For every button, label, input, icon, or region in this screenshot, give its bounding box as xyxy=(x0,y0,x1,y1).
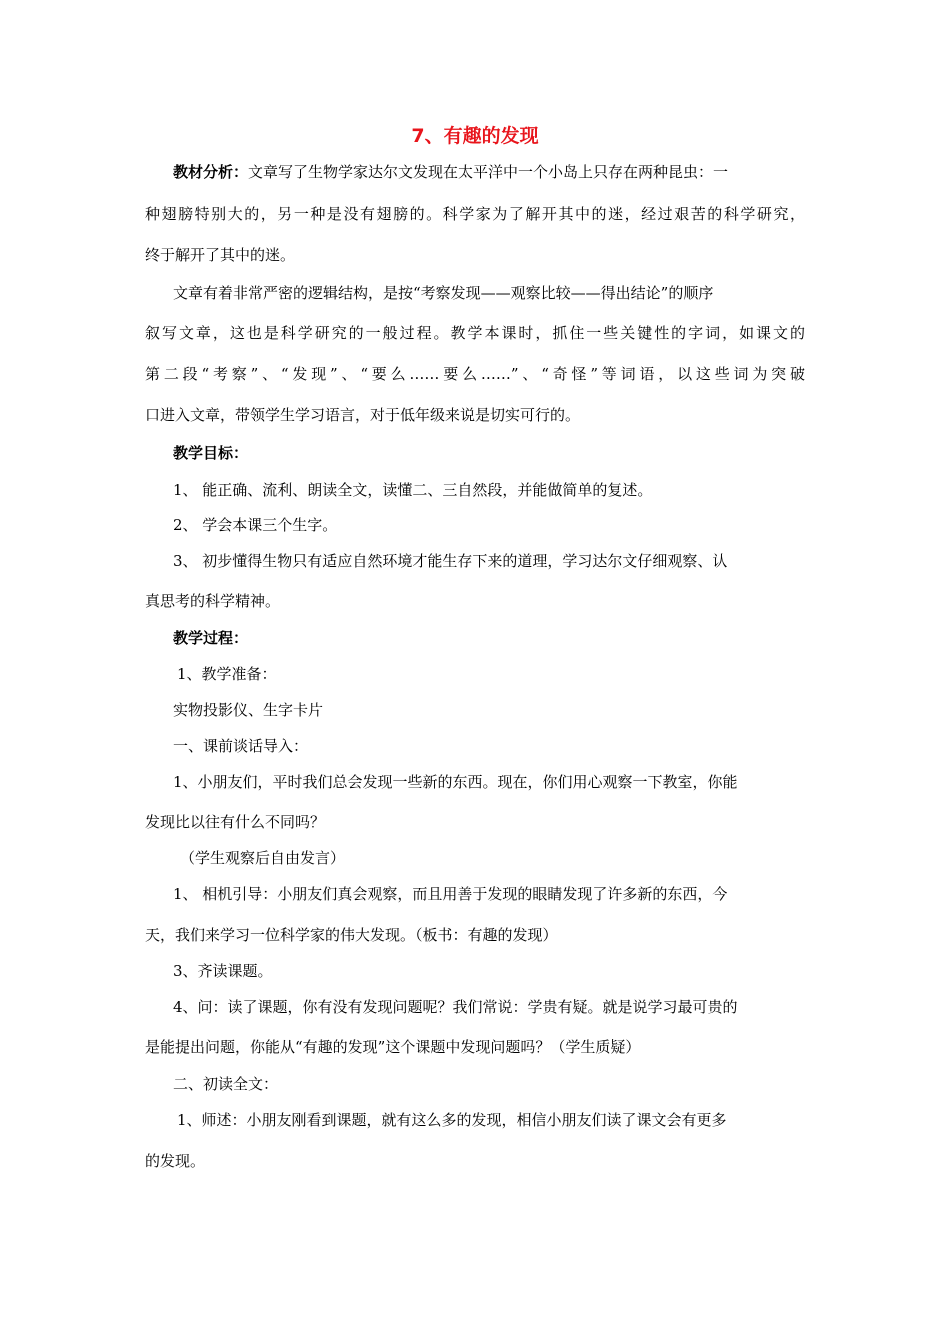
section-1-item-2-line-1: 1、 相机引导：小朋友们真会观察，而且用善于发现的眼睛发现了许多新的东西，今 xyxy=(173,885,728,903)
structure-paragraph-line-2: 叙写文章，这也是科学研究的一般过程。教学本课时，抓住一些关键性的字词，如课文的 xyxy=(145,324,805,342)
goal-item-3-line-1: 3、 初步懂得生物只有适应自然环境才能生存下来的道理，学习达尔文仔细观察、认 xyxy=(173,552,728,570)
analysis-label: 教材分析： xyxy=(173,163,249,181)
process-heading: 教学过程： xyxy=(173,629,249,647)
preparation-items: 实物投影仪、生字卡片 xyxy=(173,701,324,719)
document-title: 7、有趣的发现 xyxy=(411,125,539,147)
goals-heading: 教学目标： xyxy=(173,444,249,462)
section-1-item-2-line-2: 天，我们来学习一位科学家的伟大发现。（板书：有趣的发现） xyxy=(145,926,558,944)
section-2-item-1-line-1: 1、师述：小朋友刚看到课题，就有这么多的发现，相信小朋友们读了课文会有更多 xyxy=(177,1111,727,1129)
analysis-paragraph-line-2: 种翅膀特别大的，另一种是没有翅膀的。科学家为了解开其中的迷，经过艰苦的科学研究， xyxy=(145,205,805,223)
preparation-heading: 1、教学准备： xyxy=(177,665,277,683)
section-1-item-4-line-2: 是能提出问题，你能从“有趣的发现”这个课题中发现问题吗？（学生质疑） xyxy=(145,1038,641,1056)
section-1-item-1-line-2: 发现比以往有什么不同吗？ xyxy=(145,813,326,831)
structure-paragraph-line-1: 文章有着非常严密的逻辑结构，是按“考察发现——观察比较——得出结论”的顺序 xyxy=(173,284,714,302)
analysis-paragraph-line-1 xyxy=(173,162,728,182)
section-2-item-1-line-2: 的发现。 xyxy=(145,1152,206,1170)
section-1-note: （学生观察后自由发言） xyxy=(180,849,346,867)
section-1-item-3: 3、齐读课题。 xyxy=(173,962,273,980)
goal-item-2: 2、 学会本课三个生字。 xyxy=(173,516,338,534)
section-2-heading: 二、初读全文： xyxy=(173,1075,279,1093)
goal-item-3-line-2: 真思考的科学精神。 xyxy=(145,592,281,610)
section-1-item-4-line-1: 4、问：读了课题，你有没有发现问题呢？我们常说：学贵有疑。就是说学习最可贵的 xyxy=(173,998,738,1016)
goal-item-1: 1、 能正确、流利、朗读全文，读懂二、三自然段，并能做简单的复述。 xyxy=(173,481,653,499)
structure-paragraph-line-4: 口进入文章，带领学生学习语言，对于低年级来说是切实可行的。 xyxy=(145,406,581,424)
section-1-heading: 一、课前谈话导入： xyxy=(173,737,309,755)
structure-paragraph-line-3: 第二段“考察”、“发现”、“要么……要么……”、“奇怪”等词语，以这些词为突破 xyxy=(145,365,805,383)
analysis-text-1: 文章写了生物学家达尔文发现在太平洋中一个小岛上只存在两种昆虫：一 xyxy=(248,163,729,181)
section-1-item-1-line-1: 1、小朋友们，平时我们总会发现一些新的东西。现在，你们用心观察一下教室，你能 xyxy=(173,773,738,791)
analysis-paragraph-line-3: 终于解开了其中的迷。 xyxy=(145,246,296,264)
